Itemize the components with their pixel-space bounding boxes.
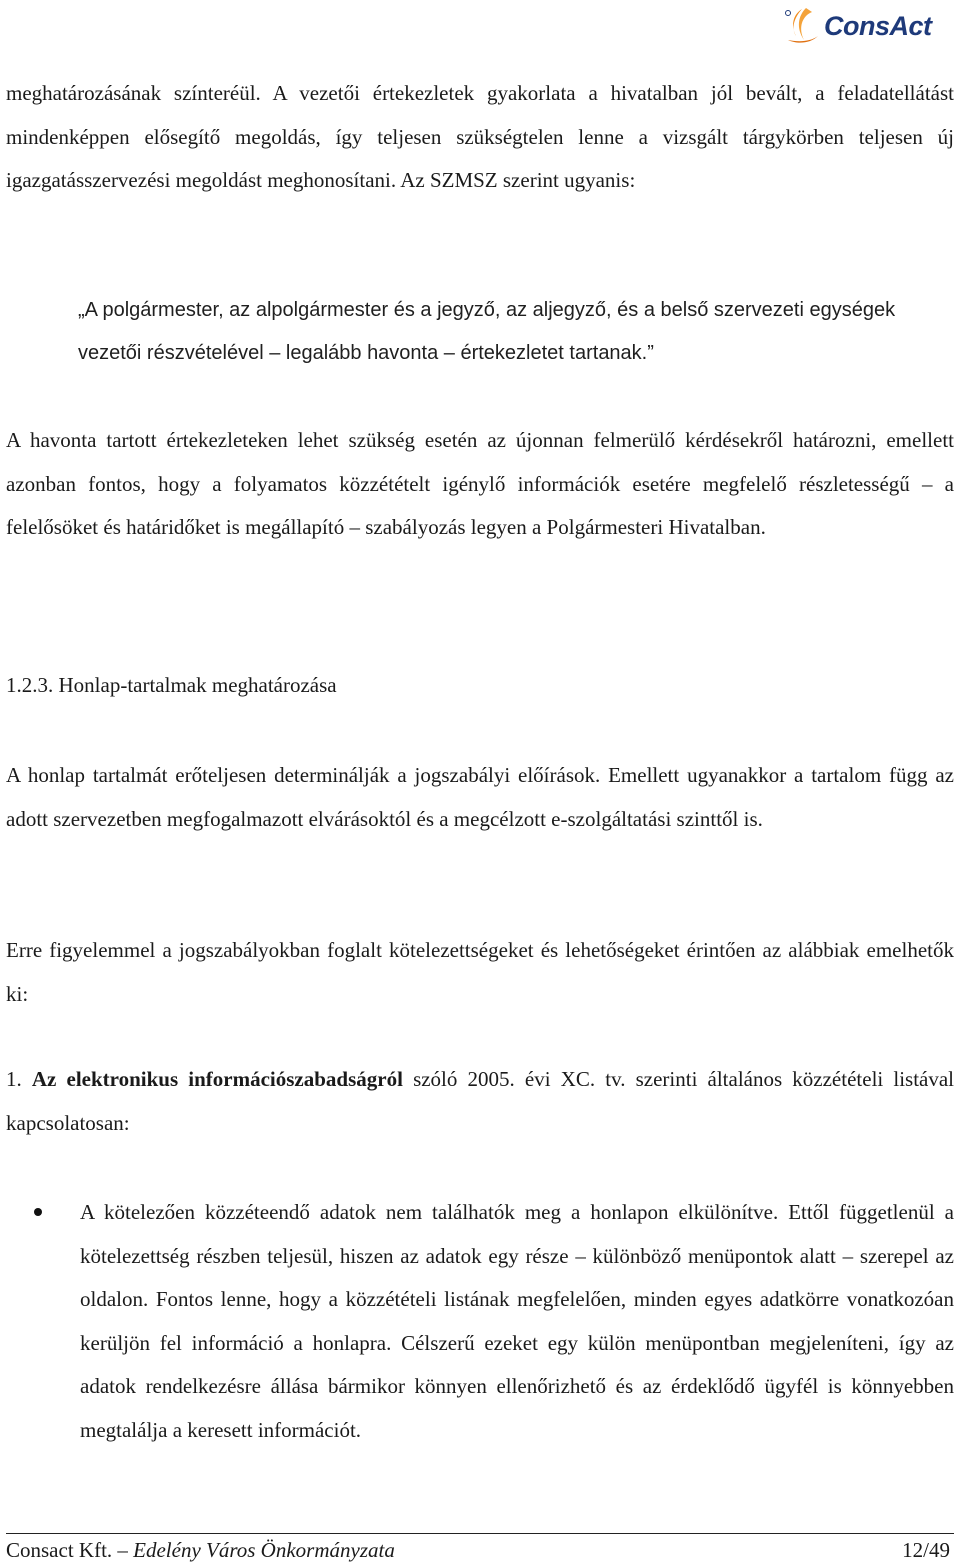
- law-title: Az elektronikus információszabadságról: [31, 1067, 403, 1091]
- footer-divider: [6, 1533, 954, 1534]
- paragraph-5: [6, 1058, 954, 1145]
- footer-source: [6, 1536, 395, 1564]
- footer-client: Edelény Város Önkormányzata: [133, 1538, 395, 1562]
- list-number: 1.: [6, 1067, 32, 1091]
- logo-text: ConsAct: [824, 10, 932, 41]
- footer-org: Consact Kft. –: [6, 1538, 134, 1562]
- consact-logo-icon: [782, 6, 822, 46]
- paragraph-4: Erre figyelemmel a jogszabályokban foglalt kötelezettségeket és lehetőségeket érintően az alábbiak emelhetők ki:: [6, 938, 954, 1006]
- bullet-text: A kötelezően közzéteendő adatok nem találhatók meg a honlapon elkülönítve. Ettől függetlenül a kötelezettség részben teljesül, hiszen az adatok egy része – különböző menüpontok alatt – szerepel az oldalon. Fontos lenne, hogy a közzétételi listának megfelelően, minden egyes adatkörre vonatkozóan kerüljön fel információ a honlapra. Célszerű ezeket egy külön menüpontban megjeleníteni, így az adatok rendelkezésre állása bármikor könnyen ellenőrizhető és az érdeklődő ügyfél is könnyebben megtalálja a keresett információt.: [80, 1200, 954, 1442]
- szmsz-quote: „A polgármester, az alpolgármester és a jegyző, az aljegyző, és a belső szervezeti egységek vezetői részvételével – legalább havonta – értekezletet tartanak.”: [78, 299, 896, 364]
- page-footer: [6, 1536, 950, 1564]
- bullet-icon: [34, 1208, 42, 1216]
- paragraph-3: A honlap tartalmát erőteljesen determinálják a jogszabályi előírások. Emellett ugyanakkor a tartalom függ az adott szervezetben megfogalmazott elvárásoktól és a megcélzott e-szolgáltatási szinttől is.: [6, 763, 954, 831]
- page-number: 12/49: [902, 1538, 950, 1562]
- paragraph-2: A havonta tartott értekezleteken lehet szükség esetén az újonnan felmerülő kérdésekről határozni, emellett azonban fontos, hogy a folyamatos közzétételt igénylő információk esetére megfelelő részletességű – a felelősöket és határidőket is megállapító – szabályozás legyen a Polgármesteri Hivatalban.: [6, 428, 954, 539]
- paragraph-5-rest: szóló 2005. évi XC. tv. szerinti általános közzétételi listával kapcsolatosan:: [6, 1067, 955, 1135]
- paragraph-1: meghatározásának színteréül. A vezetői értekezletek gyakorlata a hivatalban jól bevált, a feladatellátást mindenképpen elősegítő megoldás, így teljesen szükségtelen lenne a vizsgált tárgykörben teljesen új igazgatásszervezési megoldást meghonosítani. Az SZMSZ szerint ugyanis:: [6, 81, 954, 192]
- consact-logo: [782, 4, 952, 48]
- section-heading: 1.2.3. Honlap-tartalmak meghatározása: [6, 673, 337, 697]
